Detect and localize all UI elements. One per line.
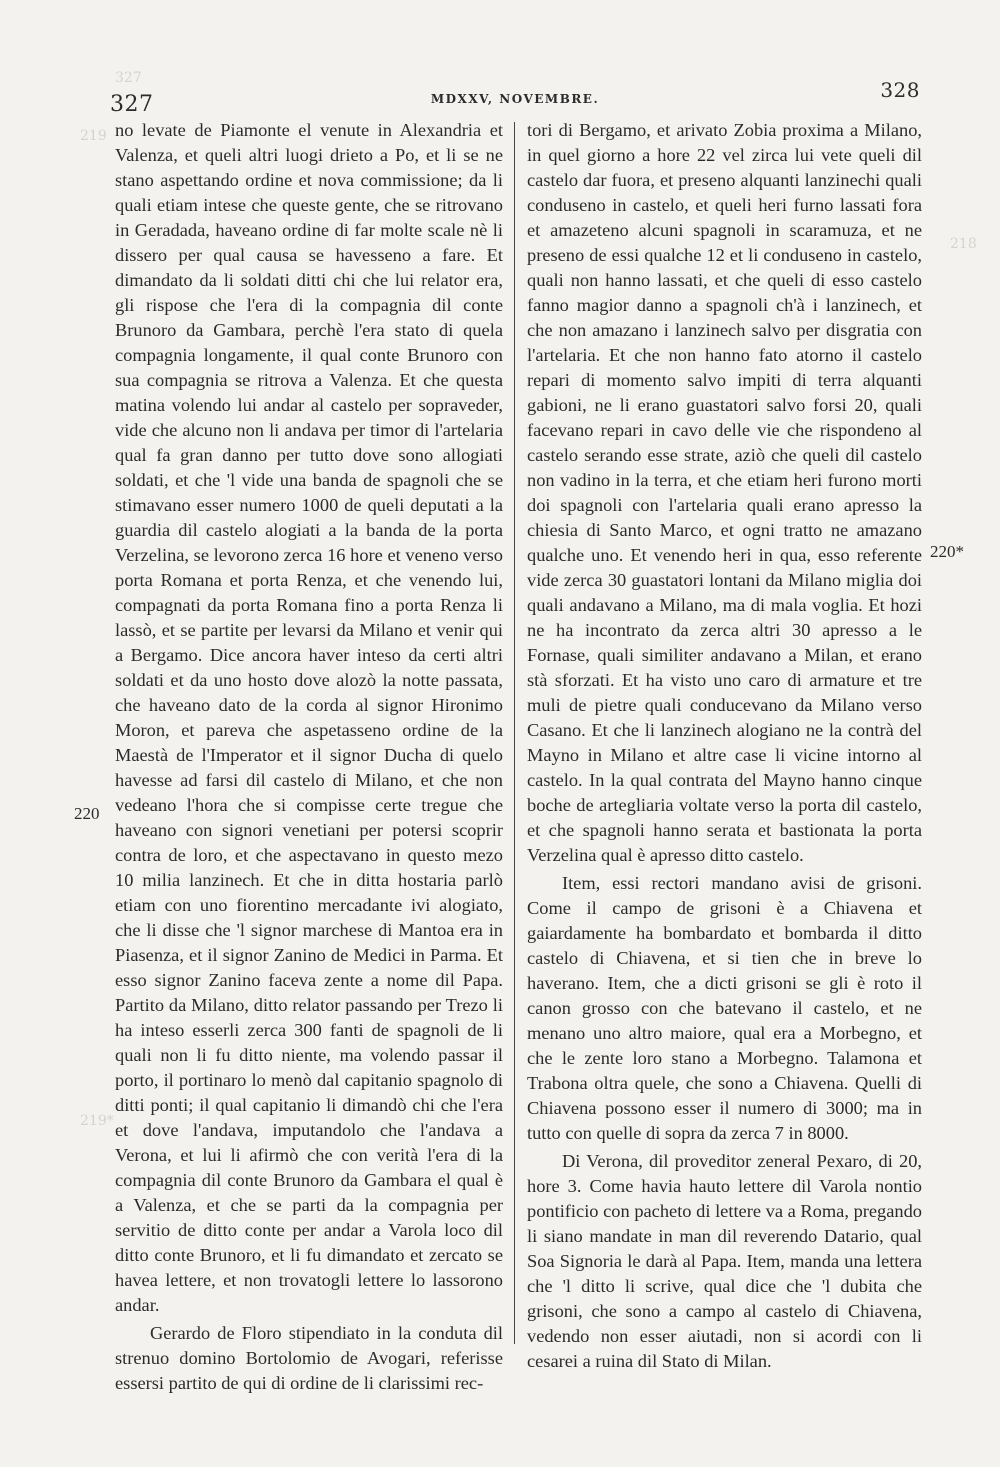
paragraph: no levate de Piamonte el venute in Alexandria et Valenza, et queli altri luogi drieto a Po, et li se ne stano aspettando ordine et nova commissione; da li quali etiam intese che queste gente, che se ritrovano in Geradada, haveano ordine di far molte scale nè li dissero per qual causa se havesseno a fare. Et dimandato da li soldati ditti chi che lui relator era, gli rispose che l'era di la compagnia dil conte Brunoro da Gambara, perchè l'era stato di quela compagnia longamente, il qual conte Brunoro con sua compagnia se ritrova a Valenza. Et che questa matina volendo lui andar al castelo per sopraveder, vide che alcuno non li andava per timor di l'artelaria qual fa gran danno per tutto dove sono allogiati soldati, et che 'l vide una banda de spagnoli che se stimavano esser numero 1000 de queli deputati a la guardia dil castelo alogiati a la banda de la porta Verzelina, se levorono zerca 16 hore et veneno verso porta Romana et porta Renza, et che venendo lui, compagnati da porta Romana fino a porta Renza li lassò, et se partite per levarsi da Milano et venir qui a Bergamo. Dice ancora haver inteso da certi altri soldati et da uno hosto dove alozò la notte passata, che haveano dato de la corda al signor Hironimo Moron, et pareva che aspetasseno ordine de la Maestà de l'Imperator et il signor Ducha di quelo havesse ad farsi dil castelo di Milano, et che non vedeano l'hora che si compisse certe tregue che haveano con signori venetiani per potersi scoprir contra de loro, et che aspectavano in questo mezo 10 milia lanzinech. Et che in ditta hostaria parlò etiam con uno fiorentino mercadante ivi alogiato, che li disse che 'l signor marchese di Mantoa era in Piasenza, et il signor Zanino de Medici in Parma. Et esso signor Zanino faceva zente a nome dil Papa. Partito da Milano, ditto relator passando per Trezo li ha inteso esserli zerca 300 fanti de spagnoli de li quali non li fu ditto niente, ma volendo passar il porto, il portinaro lo menò dal capitanio spagnolo di ditti ponti; il qual capitanio li dimandò chi che l'era et dove l'andava, imputandolo che l'andava a Verona, et lui li afirmò che con verità l'era di la compagnia dil conte Brunoro da Gambara el qual è a Valenza, et che se parti da la compagnia per servitio de ditto conte per andar a Varola loco dil ditto conte Brunoro, et li fu dimandato et zercato se havea lettere, et non trovatogli lettere lo lassorono andar. xyxy=(115,120,503,1315)
paragraph: Item, essi rectori mandano avisi de grisoni. Come il campo de grisoni è a Chiavena et gaiardamente ha bombardato et bombarda il ditto castelo di Chiavena, et si tien che in breve lo haverano. Item, che a dicti grisoni se gli è roto il canon grosso con che batevano il castelo, et ne menano uno altro maiore, qual era a Morbegno, et che le zente loro stano a Morbegno. Talamona et Trabona oltra quele, che sono a Chiavena. Quelli di Chiavena possono esser il numero di 3000; ma in tutto con quelle di sopra da zerca 7 in 8000. xyxy=(527,873,922,1143)
page-number-left: 327 xyxy=(110,92,154,117)
page-header xyxy=(110,78,920,118)
margin-column-number-right: 220* xyxy=(930,542,964,561)
show-through-mark: 219 xyxy=(80,128,107,144)
running-title: MDXXV, NOVEMBRE. xyxy=(430,92,600,106)
paragraph: Di Verona, dil proveditor zeneral Pexaro, di 20, hore 3. Come havia hauto lettere dil Varola nontio pontificio con pacheto di lettere va a Roma, pregando li siano mandate in man dil reverendo Datario, qual Soa Signoria le darà al Papa. Item, manda una lettera che 'l ditto li scrive, qual dice che 'l dubita che grisoni, che sono a campo al castelo di Chiavena, vedendo non esser aiutadi, non si acordi con li cesarei a ruina dil Stato di Milan. xyxy=(527,1151,922,1371)
left-column xyxy=(115,118,503,1396)
show-through-mark: 219* xyxy=(80,1113,114,1129)
paragraph: tori di Bergamo, et arivato Zobia proxima a Milano, in quel giorno a hore 22 vel zirca lui vete queli dil castelo dar fuora, et preseno alquanti lanzinechi quali conduseno in castelo, et queli heri furno lassati fora et amazeteno alcuni spagnoli in scaramuza, et ne preseno de essi qualche 12 et li conduseno in castelo, quali non hanno lassati, et che queli di esso castelo fanno magior danno a spagnoli ch'à i lanzinech, et che non amazano i lanzinech salvo per disgratia con l'artelaria. Et che non hanno fato atorno il castelo repari di momento salvo impiti di terra alquanti gabioni, ne li erano guastatori salvo forsi 20, quali facevano repari in cavo delle vie che rispondeno al castelo serando esse strate, aziò che queli dil castelo non vadino in la terra, et che etiam heri furono morti doi spagnoli con l'artelaria quali erano apresso la chiesia di Santo Marco, et ogni tratto ne amazano qualche uno. Et venendo heri in qua, esso referente vide zerca 30 guastatori lontani da Milano miglia doi quali andavano a Milano, ma di mala voglia. Et hozi ne ha incontrato da zerca altri 30 apresso a le Fornase, quali similiter andavano a Milan, et erano stà sforzati. Et ha visto uno caro di armature et tre muli de pietre quali conducevano da Milano verso Casano. Et che li lanzinech alogiano ne la contrà del Mayno in Milano et altre case li vicine intorno al castelo. In la qual contrata del Mayno hanno cinque boche de artegliaria voltate verso la porta dil castelo, et che spagnoli hanno serata et bastionata la porta Verzelina qual è apresso ditto castelo. xyxy=(527,120,922,865)
column-divider xyxy=(514,122,515,1344)
show-through-mark: 218 xyxy=(950,236,977,252)
paragraph: Gerardo de Floro stipendiato in la conduta dil strenuo domino Bortolomio de Avogari, referisse essersi partito de qui di ordine de li clarissimi rec- xyxy=(115,1323,503,1393)
right-column xyxy=(527,118,922,1374)
show-through-mark: 327 xyxy=(115,70,142,86)
margin-column-number-left: 220 xyxy=(74,804,100,823)
page-number-right: 328 xyxy=(880,78,920,102)
